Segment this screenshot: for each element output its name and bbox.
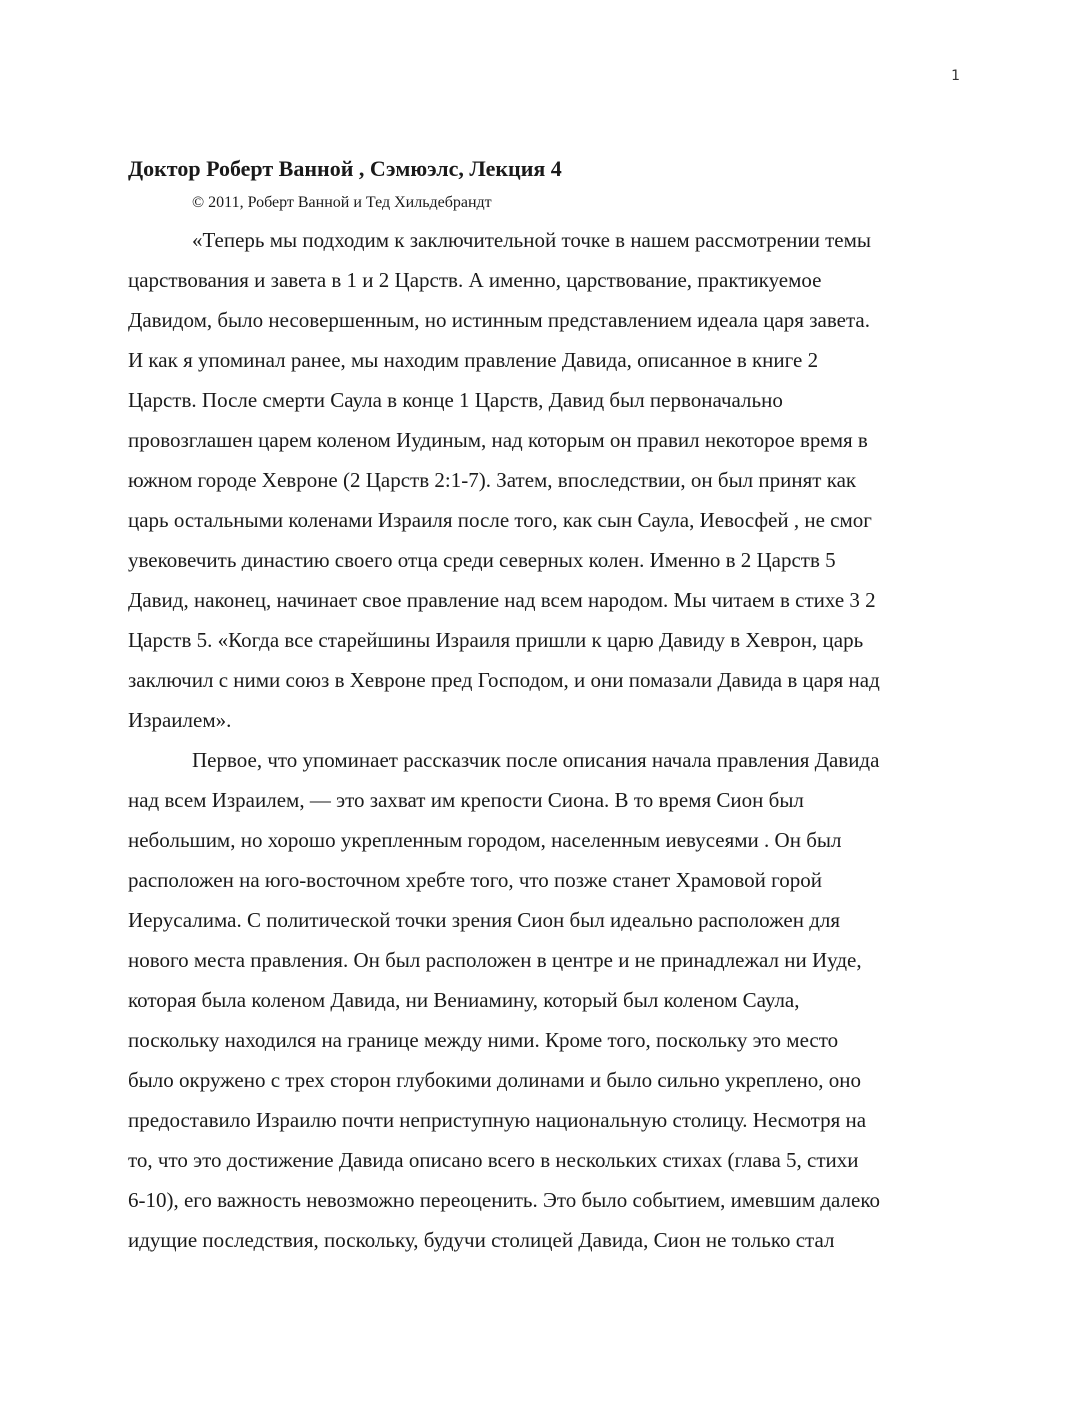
paragraph-line: предоставило Израилю почти неприступную национальную столицу. Несмотря на (128, 1108, 867, 1132)
paragraph-line: Иерусалима. С политической точки зрения Сион был идеально расположен для (128, 908, 841, 932)
paragraph-line: которая была коленом Давида, ни Вениамину, который был коленом Саула, (128, 988, 800, 1012)
paragraph-2 (128, 740, 960, 1260)
paragraph-line: «Теперь мы подходим к заключительной точке в нашем рассмотрении темы (192, 228, 871, 252)
paragraph-line: увековечить династию своего отца среди северных колен. Именно в 2 Царств 5 (128, 548, 836, 572)
paragraph-line: И как я упоминал ранее, мы находим правление Давида, описанное в книге 2 (128, 348, 819, 372)
paragraph-line: Царств. После смерти Саула в конце 1 Царств, Давид был первоначально (128, 388, 783, 412)
paragraph-line: 6-10), его важность невозможно переоценить. Это было событием, имевшим далеко (128, 1188, 880, 1212)
paragraph-line: небольшим, но хорошо укрепленным городом, населенным иевусеями . Он был (128, 828, 842, 852)
document-title: Доктор Роберт Ванной , Сэмюэлс, Лекция 4 (128, 156, 562, 181)
paragraph-1 (128, 220, 960, 740)
paragraph-line: Давид, наконец, начинает свое правление над всем народом. Мы читаем в стихе 3 2 (128, 588, 876, 612)
paragraph-line: Израилем». (128, 708, 232, 732)
paragraph-line: над всем Израилем, — это захват им крепости Сиона. В то время Сион был (128, 788, 804, 812)
page-number: 1 (951, 68, 960, 84)
paragraph-line: расположен на юго-восточном хребте того, что позже станет Храмовой горой (128, 868, 822, 892)
paragraph-line: то, что это достижение Давида описано всего в нескольких стихах (глава 5, стихи (128, 1148, 859, 1172)
paragraph-line: южном городе Хевроне (2 Царств 2:1-7). Затем, впоследствии, он был принят как (128, 468, 857, 492)
copyright-line: © 2011, Роберт Ванной и Тед Хильдебрандт (192, 194, 492, 211)
paragraph-line: нового места правления. Он был расположен в центре и не принадлежал ни Иуде, (128, 948, 862, 972)
paragraph-line: поскольку находился на границе между ними. Кроме того, поскольку это место (128, 1028, 839, 1052)
paragraph-line: Царств 5. «Когда все старейшины Израиля пришли к царю Давиду в Хеврон, царь (128, 628, 864, 652)
paragraph-line: заключил с ними союз в Хевроне пред Господом, и они помазали Давида в царя над (128, 668, 880, 692)
paragraph-line: Давидом, было несовершенным, но истинным представлением идеала царя завета. (128, 308, 870, 332)
paragraph-line: было окружено с трех сторон глубокими долинами и было сильно укреплено, оно (128, 1068, 861, 1092)
paragraph-line: провозглашен царем коленом Иудиным, над которым он правил некоторое время в (128, 428, 868, 452)
paragraph-line: царь остальными коленами Израиля после того, как сын Саула, Иевосфей , не смог (128, 508, 872, 532)
paragraph-line: Первое, что упоминает рассказчик после описания начала правления Давида (192, 748, 880, 772)
paragraph-line: идущие последствия, поскольку, будучи столицей Давида, Сион не только стал (128, 1228, 835, 1252)
document-body (128, 152, 960, 1260)
paragraph-line: царствования и завета в 1 и 2 Царств. А именно, царствование, практикуемое (128, 268, 822, 292)
